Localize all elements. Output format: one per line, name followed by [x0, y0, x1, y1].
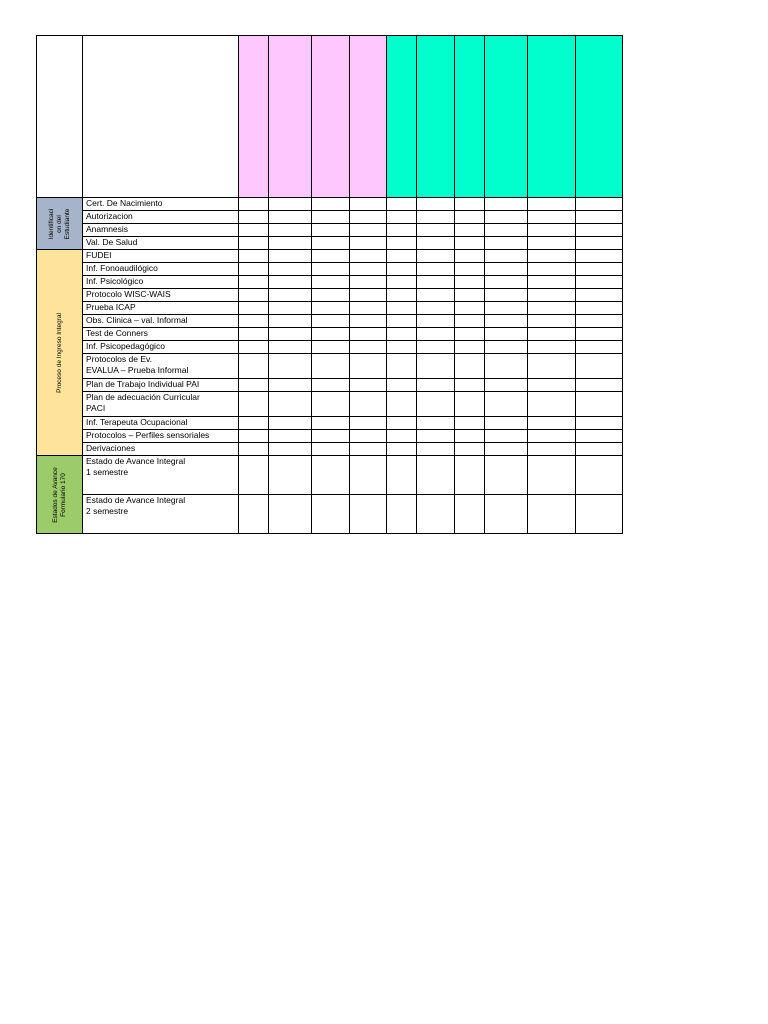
table-row	[37, 328, 623, 341]
checklist-cell[interactable]	[576, 302, 623, 315]
header-column-7	[455, 36, 485, 198]
table-row	[37, 315, 623, 328]
table-row	[37, 198, 623, 211]
checklist-cell[interactable]	[387, 289, 417, 302]
table-row	[37, 211, 623, 224]
row-label: Cert. De Nacimiento	[83, 198, 239, 211]
checklist-cell[interactable]	[269, 315, 312, 328]
checklist-cell[interactable]	[576, 417, 623, 430]
checklist-cell[interactable]	[417, 456, 455, 495]
table-row	[37, 443, 623, 456]
section-label	[56, 313, 64, 393]
section-label-line: Estudiante	[63, 208, 71, 239]
checklist-cell[interactable]	[269, 495, 312, 534]
checklist-cell[interactable]	[269, 263, 312, 276]
checklist-cell[interactable]	[485, 430, 528, 443]
checklist-cell[interactable]	[312, 495, 350, 534]
document-checklist-table	[36, 35, 623, 534]
checklist-cell[interactable]	[528, 495, 576, 534]
checklist-cell[interactable]	[312, 237, 350, 250]
checklist-cell[interactable]	[528, 250, 576, 263]
row-label: FUDEI	[83, 250, 239, 263]
row-label: Derivaciones	[83, 443, 239, 456]
checklist-cell[interactable]	[269, 417, 312, 430]
row-label: Estado de Avance Integral 1 semestre	[83, 456, 239, 495]
checklist-cell[interactable]	[528, 211, 576, 224]
checklist-cell[interactable]	[387, 392, 417, 417]
checklist-cell[interactable]	[239, 430, 269, 443]
checklist-cell[interactable]	[455, 379, 485, 392]
row-label: Plan de adecuación Curricular PACI	[83, 392, 239, 417]
checklist-cell[interactable]	[350, 354, 387, 379]
table-row	[37, 263, 623, 276]
checklist-cell[interactable]	[312, 198, 350, 211]
checklist-cell[interactable]	[269, 430, 312, 443]
row-label: Anamnesis	[83, 224, 239, 237]
checklist-cell[interactable]	[455, 250, 485, 263]
header-column-6	[417, 36, 455, 198]
header-row	[37, 36, 623, 198]
header-column-5	[387, 36, 417, 198]
checklist-cell[interactable]	[528, 276, 576, 289]
checklist-cell[interactable]	[312, 354, 350, 379]
table-row	[37, 392, 623, 417]
checklist-cell[interactable]	[239, 211, 269, 224]
checklist-cell[interactable]	[455, 443, 485, 456]
checklist-cell[interactable]	[269, 198, 312, 211]
header-column-4	[350, 36, 387, 198]
checklist-cell[interactable]	[239, 328, 269, 341]
checklist-cell[interactable]	[312, 328, 350, 341]
checklist-cell[interactable]	[239, 379, 269, 392]
checklist-cell[interactable]	[312, 289, 350, 302]
checklist-cell[interactable]	[485, 250, 528, 263]
checklist-cell[interactable]	[269, 328, 312, 341]
checklist-cell[interactable]	[455, 328, 485, 341]
checklist-cell[interactable]	[455, 302, 485, 315]
checklist-cell[interactable]	[455, 237, 485, 250]
row-label: Inf. Psicológico	[83, 276, 239, 289]
checklist-cell[interactable]	[528, 237, 576, 250]
checklist-cell[interactable]	[387, 302, 417, 315]
checklist-cell[interactable]	[312, 224, 350, 237]
header-column-10	[576, 36, 623, 198]
checklist-cell[interactable]	[312, 315, 350, 328]
checklist-cell[interactable]	[350, 341, 387, 354]
checklist-cell[interactable]	[528, 224, 576, 237]
row-label: Protocolos de Ev. EVALUA – Prueba Informal	[83, 354, 239, 379]
checklist-cell[interactable]	[350, 495, 387, 534]
checklist-cell[interactable]	[239, 417, 269, 430]
checklist-cell[interactable]	[239, 341, 269, 354]
checklist-cell[interactable]	[387, 379, 417, 392]
checklist-cell[interactable]	[417, 211, 455, 224]
checklist-cell[interactable]	[312, 341, 350, 354]
checklist-cell[interactable]	[455, 276, 485, 289]
section-label-line: Estados de Avance	[51, 466, 59, 523]
section-label-line: Identificaci	[47, 208, 55, 239]
row-label: Val. De Salud	[83, 237, 239, 250]
table-row	[37, 237, 623, 250]
checklist-cell[interactable]	[417, 417, 455, 430]
checklist-cell[interactable]	[485, 224, 528, 237]
checklist-cell[interactable]	[576, 276, 623, 289]
checklist-cell[interactable]	[387, 211, 417, 224]
checklist-cell[interactable]	[455, 417, 485, 430]
checklist-cell[interactable]	[576, 495, 623, 534]
checklist-cell[interactable]	[576, 354, 623, 379]
checklist-cell[interactable]	[269, 379, 312, 392]
row-label: Test de Conners	[83, 328, 239, 341]
table-row	[37, 495, 623, 534]
checklist-cell[interactable]	[485, 495, 528, 534]
checklist-cell[interactable]	[576, 198, 623, 211]
checklist-cell[interactable]	[528, 354, 576, 379]
checklist-cell[interactable]	[269, 276, 312, 289]
checklist-cell[interactable]	[455, 211, 485, 224]
checklist-cell[interactable]	[417, 276, 455, 289]
section-label	[48, 208, 72, 239]
checklist-cell[interactable]	[455, 354, 485, 379]
checklist-cell[interactable]	[387, 237, 417, 250]
checklist-cell[interactable]	[485, 211, 528, 224]
checklist-cell[interactable]	[528, 379, 576, 392]
checklist-cell[interactable]	[269, 392, 312, 417]
table-row	[37, 417, 623, 430]
checklist-cell[interactable]	[417, 379, 455, 392]
checklist-cell[interactable]	[485, 392, 528, 417]
checklist-cell[interactable]	[528, 456, 576, 495]
checklist-cell[interactable]	[528, 289, 576, 302]
table-row	[37, 379, 623, 392]
checklist-cell[interactable]	[485, 443, 528, 456]
checklist-cell[interactable]	[485, 276, 528, 289]
checklist-cell[interactable]	[350, 456, 387, 495]
checklist-cell[interactable]	[417, 198, 455, 211]
header-column-9	[528, 36, 576, 198]
checklist-cell[interactable]	[269, 224, 312, 237]
section-label-cell	[37, 456, 83, 534]
checklist-cell[interactable]	[350, 263, 387, 276]
checklist-cell[interactable]	[312, 302, 350, 315]
checklist-cell[interactable]	[417, 443, 455, 456]
row-label: Inf. Terapeuta Ocupacional	[83, 417, 239, 430]
checklist-cell[interactable]	[485, 379, 528, 392]
checklist-cell[interactable]	[528, 198, 576, 211]
checklist-cell[interactable]	[387, 354, 417, 379]
table-row	[37, 354, 623, 379]
checklist-cell[interactable]	[350, 198, 387, 211]
checklist-cell[interactable]	[417, 289, 455, 302]
checklist-cell[interactable]	[576, 315, 623, 328]
checklist-cell[interactable]	[528, 341, 576, 354]
checklist-cell[interactable]	[576, 456, 623, 495]
checklist-cell[interactable]	[350, 392, 387, 417]
section-label	[52, 467, 68, 523]
checklist-cell[interactable]	[239, 289, 269, 302]
checklist-cell[interactable]	[269, 456, 312, 495]
checklist-cell[interactable]	[528, 302, 576, 315]
row-label: Inf. Psicopedagógico	[83, 341, 239, 354]
checklist-cell[interactable]	[350, 276, 387, 289]
checklist-cell[interactable]	[485, 417, 528, 430]
header-corner-label	[83, 36, 239, 198]
checklist-cell[interactable]	[269, 354, 312, 379]
checklist-cell[interactable]	[239, 315, 269, 328]
section-label-line: Formulario 170	[59, 472, 67, 517]
checklist-cell[interactable]	[455, 198, 485, 211]
checklist-cell[interactable]	[455, 392, 485, 417]
checklist-cell[interactable]	[528, 315, 576, 328]
checklist-cell[interactable]	[387, 456, 417, 495]
checklist-cell[interactable]	[350, 211, 387, 224]
row-label: Protocolos – Perfiles sensoriales	[83, 430, 239, 443]
checklist-cell[interactable]	[387, 198, 417, 211]
checklist-cell[interactable]	[387, 263, 417, 276]
checklist-cell[interactable]	[387, 328, 417, 341]
checklist-cell[interactable]	[239, 392, 269, 417]
checklist-cell[interactable]	[350, 237, 387, 250]
checklist-cell[interactable]	[576, 341, 623, 354]
checklist-cell[interactable]	[576, 379, 623, 392]
checklist-cell[interactable]	[455, 263, 485, 276]
table-row	[37, 456, 623, 495]
row-label: Estado de Avance Integral 2 semestre	[83, 495, 239, 534]
checklist-cell[interactable]	[312, 430, 350, 443]
checklist-cell[interactable]	[485, 263, 528, 276]
checklist-cell[interactable]	[239, 237, 269, 250]
checklist-cell[interactable]	[239, 495, 269, 534]
checklist-cell[interactable]	[239, 224, 269, 237]
row-label: Plan de Trabajo Individual PAI	[83, 379, 239, 392]
checklist-cell[interactable]	[350, 417, 387, 430]
checklist-cell[interactable]	[417, 495, 455, 534]
checklist-cell[interactable]	[528, 443, 576, 456]
checklist-cell[interactable]	[576, 430, 623, 443]
checklist-cell[interactable]	[417, 302, 455, 315]
checklist-cell[interactable]	[312, 456, 350, 495]
table-row	[37, 250, 623, 263]
checklist-cell[interactable]	[455, 456, 485, 495]
table-row	[37, 341, 623, 354]
checklist-cell[interactable]	[417, 224, 455, 237]
checklist-cell[interactable]	[312, 417, 350, 430]
checklist-cell[interactable]	[485, 237, 528, 250]
checklist-cell[interactable]	[528, 392, 576, 417]
checklist-cell[interactable]	[455, 289, 485, 302]
checklist-cell[interactable]	[239, 250, 269, 263]
checklist-cell[interactable]	[312, 276, 350, 289]
checklist-cell[interactable]	[417, 250, 455, 263]
checklist-cell[interactable]	[269, 289, 312, 302]
checklist-cell[interactable]	[239, 263, 269, 276]
header-column-1	[239, 36, 269, 198]
checklist-cell[interactable]	[312, 443, 350, 456]
checklist-cell[interactable]	[417, 263, 455, 276]
checklist-cell[interactable]	[485, 302, 528, 315]
table-row	[37, 302, 623, 315]
checklist-cell[interactable]	[269, 250, 312, 263]
section-label-line: on del	[55, 214, 63, 233]
checklist-cell[interactable]	[350, 302, 387, 315]
header-column-8	[485, 36, 528, 198]
checklist-cell[interactable]	[350, 224, 387, 237]
row-label: Prueba ICAP	[83, 302, 239, 315]
header-corner-section	[37, 36, 83, 198]
checklist-cell[interactable]	[350, 430, 387, 443]
checklist-cell[interactable]	[485, 289, 528, 302]
checklist-cell[interactable]	[528, 430, 576, 443]
checklist-cell[interactable]	[269, 237, 312, 250]
checklist-cell[interactable]	[528, 263, 576, 276]
row-label: Obs. Clinica – val. Informal	[83, 315, 239, 328]
checklist-cell[interactable]	[576, 328, 623, 341]
checklist-cell[interactable]	[312, 392, 350, 417]
checklist-cell[interactable]	[387, 443, 417, 456]
checklist-cell[interactable]	[387, 341, 417, 354]
checklist-cell[interactable]	[576, 237, 623, 250]
checklist-cell[interactable]	[269, 443, 312, 456]
table-row	[37, 289, 623, 302]
section-label-line: Proceso de Ingreso Integral	[55, 312, 63, 393]
checklist-cell[interactable]	[387, 495, 417, 534]
checklist-cell[interactable]	[485, 328, 528, 341]
checklist-cell[interactable]	[485, 354, 528, 379]
checklist-cell[interactable]	[576, 443, 623, 456]
checklist-cell[interactable]	[528, 417, 576, 430]
checklist-cell[interactable]	[269, 302, 312, 315]
checklist-cell[interactable]	[485, 315, 528, 328]
section-label-cell	[37, 250, 83, 456]
checklist-cell[interactable]	[576, 250, 623, 263]
checklist-cell[interactable]	[350, 250, 387, 263]
row-label: Inf. Fonoaudilógico	[83, 263, 239, 276]
checklist-cell[interactable]	[576, 224, 623, 237]
checklist-cell[interactable]	[485, 341, 528, 354]
checklist-cell[interactable]	[239, 276, 269, 289]
checklist-cell[interactable]	[312, 250, 350, 263]
checklist-cell[interactable]	[417, 392, 455, 417]
checklist-cell[interactable]	[387, 315, 417, 328]
checklist-cell[interactable]	[312, 263, 350, 276]
checklist-cell[interactable]	[455, 315, 485, 328]
checklist-cell[interactable]	[417, 237, 455, 250]
header-column-3	[312, 36, 350, 198]
checklist-cell[interactable]	[455, 224, 485, 237]
checklist-cell[interactable]	[312, 379, 350, 392]
checklist-cell[interactable]	[387, 430, 417, 443]
checklist-cell[interactable]	[350, 379, 387, 392]
checklist-cell[interactable]	[387, 224, 417, 237]
checklist-cell[interactable]	[239, 354, 269, 379]
row-label: Autorizacion	[83, 211, 239, 224]
checklist-cell[interactable]	[350, 443, 387, 456]
row-label: Protocolo WISC-WAIS	[83, 289, 239, 302]
checklist-cell[interactable]	[485, 198, 528, 211]
checklist-cell[interactable]	[269, 341, 312, 354]
checklist-cell[interactable]	[269, 211, 312, 224]
checklist-cell[interactable]	[239, 198, 269, 211]
checklist-cell[interactable]	[455, 430, 485, 443]
header-column-2	[269, 36, 312, 198]
checklist-cell[interactable]	[455, 495, 485, 534]
checklist-cell[interactable]	[387, 250, 417, 263]
checklist-cell[interactable]	[387, 276, 417, 289]
checklist-cell[interactable]	[576, 289, 623, 302]
checklist-cell[interactable]	[528, 328, 576, 341]
checklist-cell[interactable]	[417, 430, 455, 443]
table-row	[37, 276, 623, 289]
checklist-cell[interactable]	[455, 341, 485, 354]
checklist-cell[interactable]	[576, 392, 623, 417]
table-row	[37, 224, 623, 237]
checklist-cell[interactable]	[350, 328, 387, 341]
checklist-cell[interactable]	[417, 341, 455, 354]
table-body	[37, 36, 623, 534]
checklist-cell[interactable]	[239, 302, 269, 315]
checklist-cell[interactable]	[417, 315, 455, 328]
checklist-cell[interactable]	[576, 211, 623, 224]
checklist-cell[interactable]	[312, 211, 350, 224]
checklist-cell[interactable]	[387, 417, 417, 430]
checklist-cell[interactable]	[417, 354, 455, 379]
checklist-cell[interactable]	[350, 289, 387, 302]
section-label-cell	[37, 198, 83, 250]
checklist-cell[interactable]	[417, 328, 455, 341]
checklist-cell[interactable]	[576, 263, 623, 276]
checklist-cell[interactable]	[350, 315, 387, 328]
checklist-cell[interactable]	[239, 456, 269, 495]
checklist-cell[interactable]	[485, 456, 528, 495]
checklist-cell[interactable]	[239, 443, 269, 456]
table-row	[37, 430, 623, 443]
